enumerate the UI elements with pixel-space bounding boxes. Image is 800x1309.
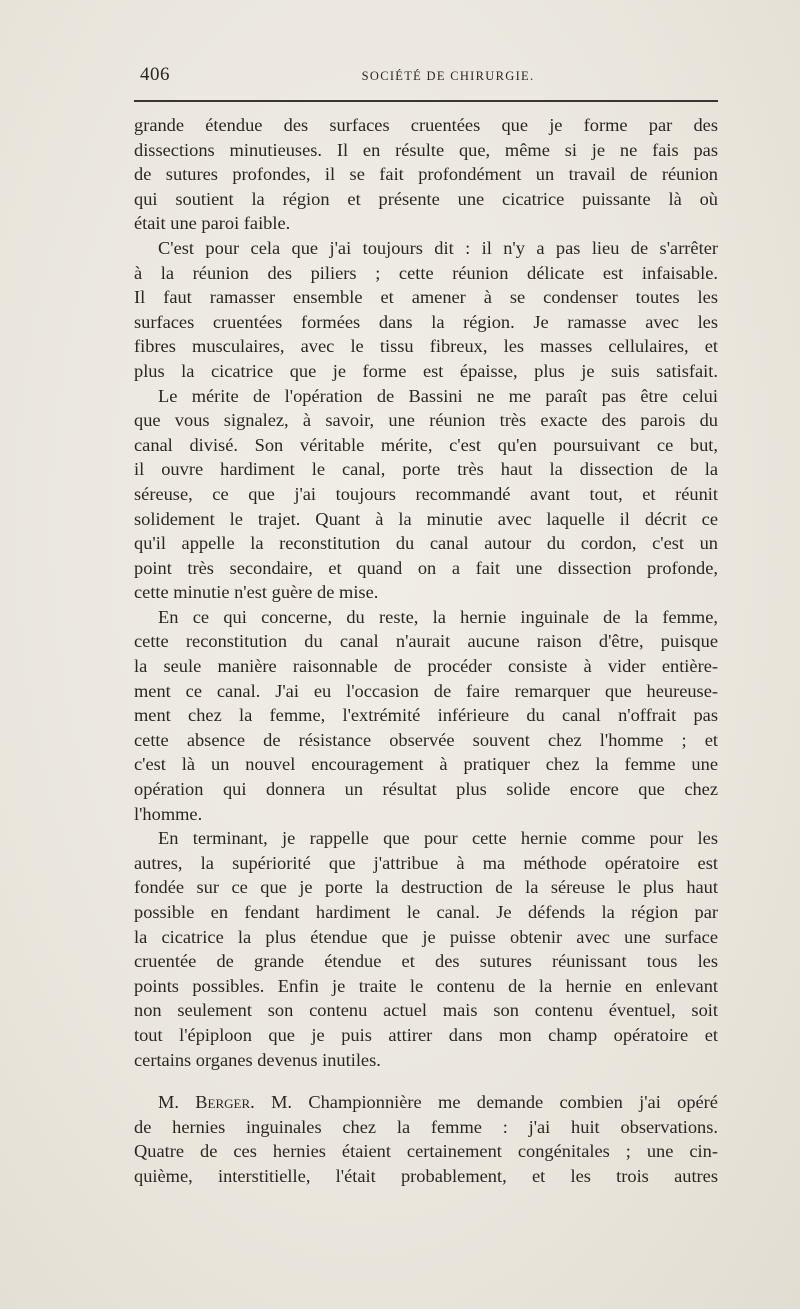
paragraph — [134, 113, 718, 236]
text-line: cette minutie n'est guère de mise. — [134, 582, 379, 603]
speaker-prefix: M. — [158, 1092, 196, 1113]
text-line: plus la cicatrice que je forme est épaisse, plus je suis satisfait. — [134, 360, 718, 381]
text-line: grande étendue des surfaces cruentées que je forme par des — [134, 115, 718, 135]
text-line: cette absence de résistance observée souvent chez l'homme ; et — [134, 729, 718, 750]
body-text — [134, 113, 718, 1189]
text-line: tout l'épiploon que je puis attirer dans mon champ opératoire et — [134, 1024, 718, 1045]
text-line: En ce qui concerne, du reste, la hernie inguinale de la femme, — [158, 606, 718, 627]
text-line: était une paroi faible. — [134, 213, 291, 234]
text-line: autres, la supériorité que j'attribue à ma méthode opératoire est — [134, 852, 718, 873]
text-line: ment ce canal. J'ai eu l'occasion de faire remarquer que heureuse- — [134, 680, 718, 701]
text-line: cruentée de grande étendue et des sutures réunissant tous les — [134, 951, 718, 972]
paragraph — [134, 384, 718, 605]
text-line: Le mérite de l'opération de Bassini ne me paraît pas être celui — [158, 385, 718, 406]
text-line: quième, interstitielle, l'était probablement, et les trois autres — [134, 1165, 718, 1186]
text-line: qui soutient la région et présente une cicatrice puissante là où — [134, 188, 718, 209]
page-number: 406 — [140, 64, 170, 85]
paragraph — [134, 236, 718, 384]
text-line: Il faut ramasser ensemble et amener à se condenser toutes les — [134, 287, 718, 308]
text-line: point très secondaire, et quand on a fait une dissection profonde, — [134, 557, 718, 578]
paragraph — [134, 826, 718, 1072]
text-line: à la réunion des piliers ; cette réunion délicate est infaisable. — [134, 262, 718, 283]
text-line: points possibles. Enfin je traite le contenu de la hernie en enlevant — [134, 975, 718, 996]
paragraph-gap — [134, 1072, 718, 1090]
text-line: séreuse, ce que j'ai toujours recommandé avant tout, et réunit — [134, 483, 718, 504]
text-line: fibres musculaires, avec le tissu fibreux, les masses cellulaires, et — [134, 336, 718, 357]
text-line: En terminant, je rappelle que pour cette hernie comme pour les — [158, 828, 718, 849]
speaker-text: M. Championnière me demande combien j'ai opéré — [254, 1092, 718, 1113]
text-line: ment chez la femme, l'extrémité inférieure du canal n'offrait pas — [134, 705, 718, 726]
journal-title: SOCIÉTÉ DE CHIRURGIE. — [361, 69, 535, 83]
text-line: de sutures profondes, il se fait profondément un travail de réunion — [134, 164, 718, 185]
text-line: non seulement son contenu actuel mais son contenu éventuel, soit — [134, 1000, 718, 1021]
text-line: que vous signalez, à savoir, une réunion très exacte des parois du — [134, 410, 718, 431]
text-line: c'est là un nouvel encouragement à pratiquer chez la femme une — [134, 754, 718, 775]
text-line: de hernies inguinales chez la femme : j'ai huit observations. — [134, 1116, 718, 1137]
text-line: certains organes devenus inutiles. — [134, 1049, 381, 1070]
paragraph — [134, 605, 718, 826]
text-line: cette reconstitution du canal n'aurait aucune raison d'être, puisque — [134, 631, 718, 652]
text-line: Quatre de ces hernies étaient certainement congénitales ; une cin- — [134, 1141, 718, 1162]
running-header — [136, 62, 720, 94]
header-rule — [134, 100, 718, 102]
text-line: C'est pour cela que j'ai toujours dit : il n'y a pas lieu de s'arrêter — [158, 237, 718, 258]
text-line: il ouvre hardiment le canal, porte très haut la dissection de la — [134, 459, 718, 480]
text-line: possible en fendant hardiment le canal. Je défends la région par — [134, 902, 718, 922]
text-line: fondée sur ce que je porte la destruction de la séreuse le plus haut — [134, 877, 718, 898]
text-line — [134, 1090, 718, 1115]
text-line: dissections minutieuses. Il en résulte que, même si je ne fais pas — [134, 139, 718, 160]
text-line: qu'il appelle la reconstitution du canal autour du cordon, c'est un — [134, 533, 718, 554]
text-line: l'homme. — [134, 803, 203, 824]
speaker-name: Berger. — [195, 1092, 255, 1113]
text-line: surfaces cruentées formées dans la région. Je ramasse avec les — [134, 311, 718, 332]
text-line: canal divisé. Son véritable mérite, c'est qu'en poursuivant ce but, — [134, 434, 718, 455]
text-line: la cicatrice la plus étendue que je puisse obtenir avec une surface — [134, 926, 718, 947]
text-line: opération qui donnera un résultat plus solide encore que chez — [134, 779, 718, 800]
text-line: la seule manière raisonnable de procéder consiste à vider entière- — [134, 656, 718, 677]
paragraph-speaker — [134, 1090, 718, 1188]
text-line: solidement le trajet. Quant à la minutie avec laquelle il décrit ce — [134, 508, 718, 529]
